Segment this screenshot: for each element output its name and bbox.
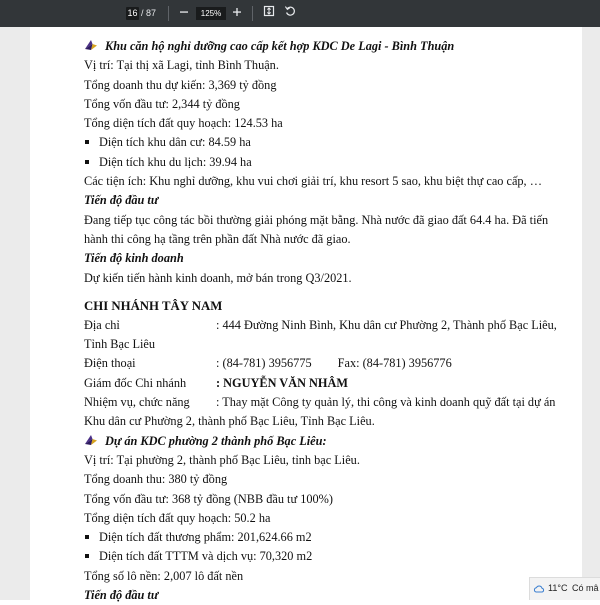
square-bullet-icon (85, 535, 89, 539)
project1-bullet-residential (84, 133, 584, 152)
project1-progress-line-2: hành thi công hạ tầng trên phần đất Nhà nước đã giao. (84, 231, 351, 246)
project2-progress-heading: Tiến độ đầu tư (84, 588, 159, 603)
project1-title: Khu căn hộ nghỉ dưỡng cao cấp kết hợp KDC De Lagi - Bình Thuận (105, 39, 455, 53)
page-number-input[interactable]: 16 (127, 8, 138, 18)
bullet-text: Diện tích khu dân cư: 84.59 ha (99, 135, 251, 150)
project1-area: Tổng diện tích đất quy hoạch: 124.53 ha (84, 116, 283, 131)
project2-lots: Tổng số lô nền: 2,007 lô đất nền (84, 568, 244, 583)
project1-progress-line-1: Đang tiếp tục công tác bồi thường giải phóng mặt bằng. Nhà nước đã giao đất 64.4 ha. Đã tiến (84, 212, 549, 227)
branch-address-row (84, 316, 584, 335)
page-separator: / (141, 8, 144, 18)
square-bullet-icon (85, 554, 89, 558)
system-tray (529, 577, 600, 600)
toolbar-divider (168, 6, 169, 21)
fit-page-icon (263, 5, 275, 17)
square-bullet-icon (85, 140, 89, 144)
project1-amenities: Các tiện ích: Khu nghỉ dưỡng, khu vui chơi giải trí, khu resort 5 sao, khu biệt thự cao cấp, … (84, 174, 543, 189)
director-label: Giám đốc Chi nhánh (84, 375, 187, 390)
project2-title: Dự án KDC phường 2 thành phố Bạc Liêu: (105, 433, 327, 448)
project1-revenue: Tổng doanh thu dự kiến: 3,369 tỷ đồng (84, 77, 277, 92)
branch-title: CHI NHÁNH TÂY NAM (84, 298, 223, 313)
rotate-button[interactable] (282, 5, 298, 21)
project2-bullet-commercial (84, 528, 584, 547)
project2-title-row (84, 432, 584, 451)
viewer-left-margin (0, 0, 30, 600)
minus-icon (179, 7, 189, 17)
phone-label: Điện thoại (84, 356, 136, 371)
branch-director-row (84, 374, 584, 393)
project2-investment: Tổng vốn đầu tư: 368 tỷ đồng (NBB đầu tư 100%) (84, 491, 333, 506)
project2-location: Vị trí: Tại phường 2, thành phố Bạc Liêu, tỉnh bạc Liêu. (84, 452, 360, 467)
phone-value: : (84-781) 3956775 (216, 356, 312, 371)
project1-title-row (84, 37, 584, 56)
project1-business-line: Dự kiến tiến hành kinh doanh, mở bán trong Q3/2021. (84, 270, 352, 285)
zoom-out-button[interactable] (176, 5, 192, 21)
branch-address-cont: Tỉnh Bạc Liêu (84, 337, 156, 352)
address-label: Địa chỉ (84, 317, 120, 332)
project1-location: Vị trí: Tại thị xã Lagi, tỉnh Bình Thuận. (84, 58, 279, 73)
square-bullet-icon (85, 160, 89, 164)
address-value: : 444 Đường Ninh Bình, Khu dân cư Phường 2, Thành phố Bạc Liêu, (216, 317, 557, 332)
pdf-toolbar (0, 0, 600, 27)
fax-value: Fax: (84-781) 3956776 (337, 356, 452, 371)
project1-bullet-tourism (84, 153, 584, 172)
zoom-level-input[interactable]: 125% (196, 7, 226, 20)
temperature[interactable]: 11°C (548, 583, 568, 593)
toolbar-divider (252, 6, 253, 21)
duty-value: : Thay mặt Công ty quản lý, thi công và kinh doanh quỹ đất tại dự án (216, 395, 556, 410)
diamond-bullet-icon (84, 434, 98, 446)
project1-progress-heading: Tiến độ đầu tư (84, 193, 159, 208)
bullet-text: Diện tích khu du lịch: 39.94 ha (99, 154, 252, 169)
total-pages: 87 (146, 8, 157, 18)
project2-area: Tổng diện tích đất quy hoạch: 50.2 ha (84, 510, 271, 525)
project1-investment: Tổng vốn đầu tư: 2,344 tỷ đồng (84, 96, 240, 111)
zoom-in-button[interactable] (229, 5, 245, 21)
project2-revenue: Tổng doanh thu: 380 tỷ đồng (84, 472, 228, 487)
duty-label: Nhiệm vụ, chức năng (84, 395, 190, 410)
rotate-icon (284, 5, 296, 17)
document-body (84, 37, 584, 605)
project1-business-heading: Tiến độ kinh doanh (84, 251, 184, 266)
cloud-weather-icon[interactable] (533, 583, 545, 595)
project2-bullet-services (84, 547, 584, 566)
branch-duty-cont: Khu dân cư Phường 2, thành phố Bạc Liêu, Tỉnh Bạc Liêu. (84, 414, 375, 429)
bullet-text: Diện tích đất TTTM và dịch vụ: 70,320 m2 (99, 549, 313, 564)
bullet-text: Diện tích đất thương phẩm: 201,624.66 m2 (99, 530, 312, 545)
diamond-bullet-icon (84, 39, 98, 51)
plus-icon (232, 7, 242, 17)
weather-status[interactable]: Có mâ (572, 583, 599, 593)
fit-page-button[interactable] (261, 5, 277, 21)
viewer-right-margin (582, 0, 600, 600)
pdf-page (30, 27, 582, 603)
director-value: : NGUYỄN VĂN NHÂM (216, 375, 348, 390)
branch-duty-row (84, 393, 584, 412)
branch-phone-row (84, 354, 584, 373)
